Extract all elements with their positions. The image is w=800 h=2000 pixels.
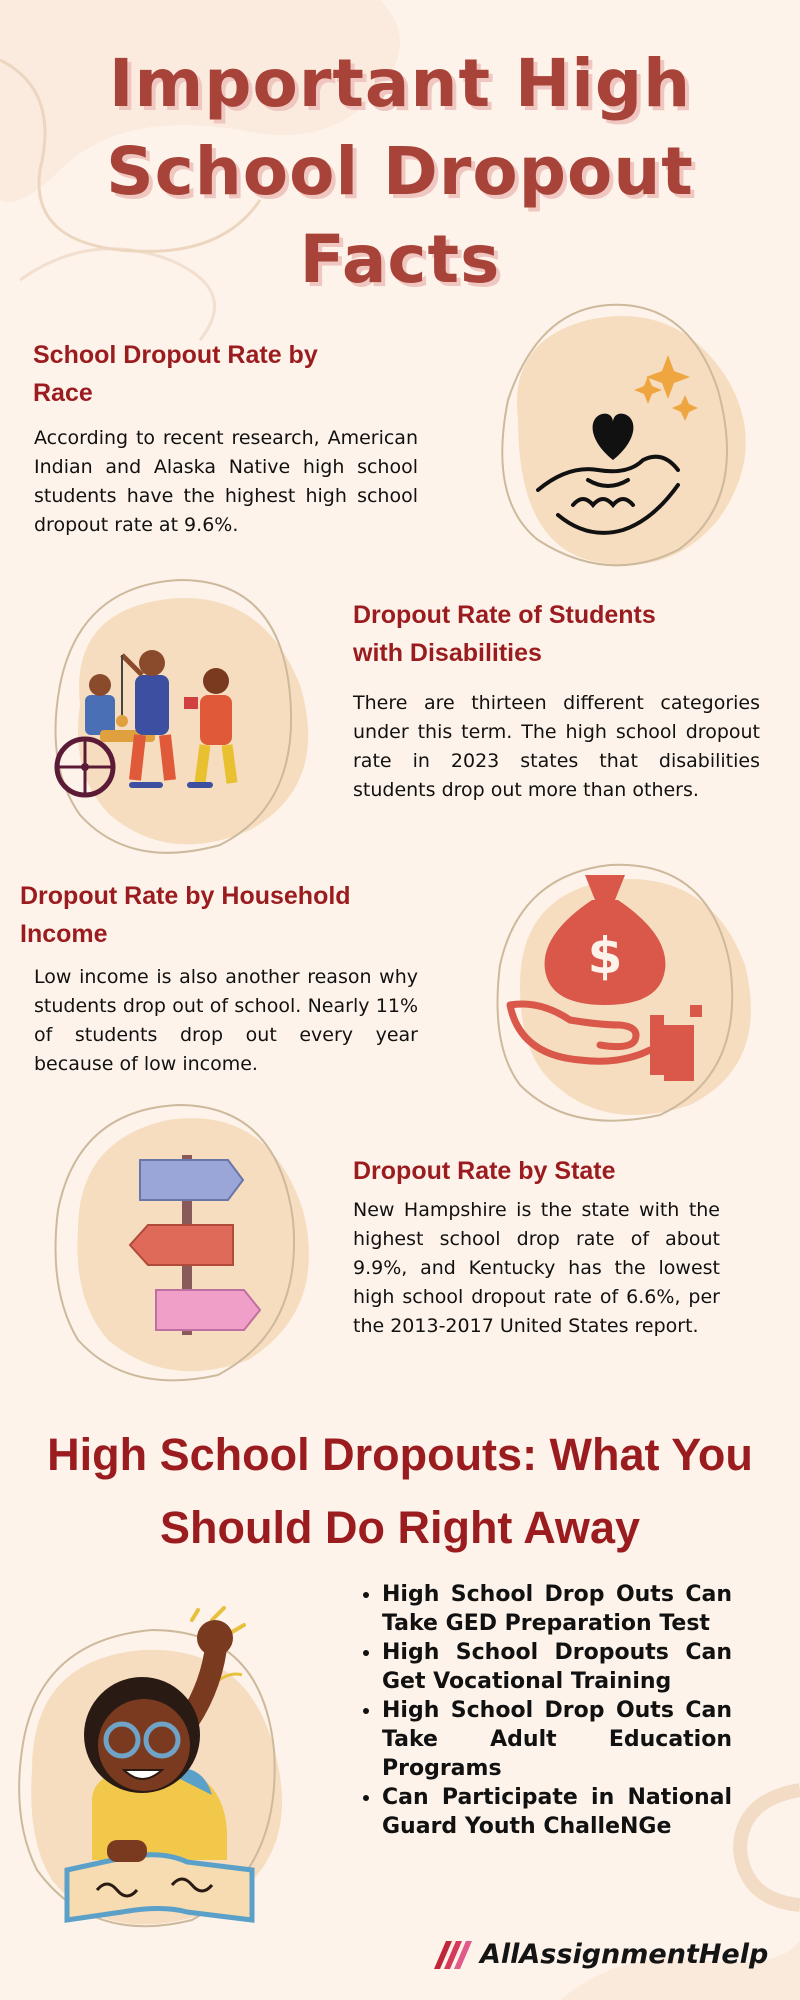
brand-name: AllAssignmentHelp [480,1938,769,1970]
student-raising-hand-icon [12,1600,312,1940]
handshake-heart-icon [478,300,768,580]
action-item: • Can Participate in National Guard Youth ChalleNGe [382,1783,732,1841]
action-list [356,1580,732,1841]
action-item: • High School Dropouts Can Get Vocational Training [382,1638,732,1696]
logo-stripes-icon [432,1937,476,1971]
page-title: Important High School Dropout Facts [106,45,694,298]
money-bag-hand-icon [480,855,770,1125]
section-heading-state: Dropout Rate by State [353,1157,616,1185]
brand-logo[interactable] [432,1932,768,1976]
action-item: • High School Drop Outs Can Take Adult Education Programs [382,1696,732,1783]
svg-text:$: $ [587,927,623,985]
children-wheelchair-icon [40,575,320,860]
section-text-race: According to recent research, American Indian and Alaska Native high school students have the highest high school dropout rate at 9.6%. [34,427,418,536]
action-heading: High School Dropouts: What You Should Do Right Away [47,1429,753,1553]
section-heading-disabilities: Dropout Rate of Students with Disabilities [353,601,656,667]
action-item: • High School Drop Outs Can Take GED Preparation Test [382,1580,732,1638]
section-text-disabilities: There are thirteen different categories under this term. The high school dropout rate in 2023 states that disabilities students drop out more than others. [353,692,760,801]
section-heading-race: School Dropout Rate by Race [33,341,318,407]
signpost-icon [48,1100,318,1390]
section-text-state: New Hampshire is the state with the highest school drop rate of about 9.9%, and Kentucky has the lowest high school dropout rate of 6.6%, per the 2013-2017 United States report. [353,1199,720,1337]
section-heading-income: Dropout Rate by Household Income [20,882,351,948]
section-text-income: Low income is also another reason why students drop out of school. Nearly 11% of students drop out every year because of low income. [34,966,418,1075]
